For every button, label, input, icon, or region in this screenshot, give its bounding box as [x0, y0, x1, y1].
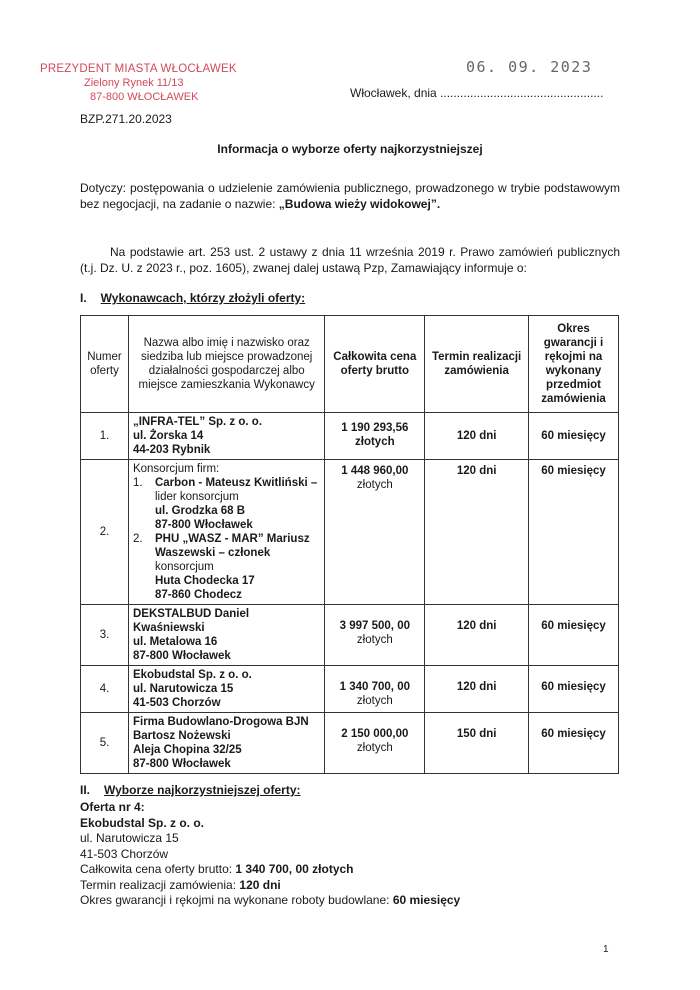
task-name: „Budowa wieży widokowej”.: [278, 197, 441, 211]
contractor-line: konsorcjum: [154, 561, 214, 573]
winner-term-value: 120 dni: [239, 877, 281, 892]
table-row: [81, 605, 619, 666]
term-value: 120 dni: [456, 620, 497, 632]
contractor-line: Ekobudstal Sp. z o. o.: [132, 669, 252, 681]
legal-basis-paragraph: Na podstawie art. 253 ust. 2 ustawy z dnia 11 września 2019 r. Prawo zamówień publicznych (t.j. Dz. U. z 2023 r., poz. 1605), zwanej dalej ustawą Pzp, Zamawiający informuje o:: [80, 245, 620, 275]
intro-text: Dotyczy: postępowania o udzielenie zamówienia publicznego, prowadzonego w trybie podstawowym bez negocjacji, na zadanie o nazwie:: [80, 181, 620, 211]
header-term: Termin realizacji zamówienia: [425, 316, 529, 413]
contractor-line: 87-860 Chodecz: [154, 589, 242, 601]
contractor-line: 87-800 Włocławek: [154, 519, 253, 531]
header-price: Całkowita cena oferty brutto: [325, 316, 425, 413]
header-warranty: Okres gwarancji i rękojmi na wykonany przedmiot zamówienia: [529, 316, 619, 413]
price-currency: złotych: [356, 479, 393, 491]
term-value: 150 dni: [456, 728, 497, 740]
contractor-line: Aleja Chopina 32/25: [132, 744, 242, 756]
offer-number: 5.: [81, 713, 129, 774]
price-value: 2 150 000,00: [341, 728, 409, 740]
warranty-value: 60 miesięcy: [541, 430, 606, 442]
price-currency: złotych: [356, 634, 393, 646]
contractor-line: Bartosz Nożewski: [132, 730, 231, 742]
term-value: 120 dni: [456, 681, 497, 693]
price-value: 1 190 293,56: [341, 422, 409, 434]
winner-warranty-label: Okres gwarancji i rękojmi na wykonane roboty budowlane:: [80, 893, 393, 907]
section-2-title: Wyborze najkorzystniejszej oferty:: [104, 783, 301, 797]
reference-number: BZP.271.20.2023: [80, 112, 172, 126]
document-title: Informacja o wyborze oferty najkorzystniejszej: [217, 142, 483, 156]
price-cell: [325, 413, 425, 460]
table-row: [81, 713, 619, 774]
price-cell: [325, 460, 425, 605]
section-2-number: II.: [80, 783, 91, 797]
contractor-line: Waszewski – członek: [154, 547, 271, 559]
price-cell: [325, 666, 425, 713]
member-number: 2.: [132, 533, 143, 545]
winner-city: 41-503 Chorzów: [80, 846, 169, 861]
city-date-line: Włocławek, dnia .................................................: [350, 86, 604, 100]
warranty-value: 60 miesięcy: [541, 620, 606, 632]
contractor-line: ul. Metalowa 16: [132, 636, 218, 648]
header-contractor: Nazwa albo imię i nazwisko oraz siedziba lub miejsce prowadzonej działalności gospodarczej albo miejsce zamieszkania Wykonawcy: [128, 316, 324, 413]
contractor-line: 41-503 Chorzów: [132, 697, 221, 709]
contractor-line: 87-800 Włocławek: [132, 758, 231, 770]
contractor-cell: [128, 713, 324, 774]
contractor-line: ul. Narutowicza 15: [132, 683, 234, 695]
contractor-cell: [128, 666, 324, 713]
price-value: 1 340 700, 00: [339, 681, 410, 693]
warranty-value: 60 miesięcy: [541, 465, 606, 477]
contractor-cell: [128, 605, 324, 666]
price-cell: [325, 605, 425, 666]
contractor-line: ul. Grodzka 68 B: [154, 505, 246, 517]
term-value: 120 dni: [456, 465, 497, 477]
price-value: 1 448 960,00: [341, 465, 409, 477]
stamp-line-1: PREZYDENT MIASTA WŁOCŁAWEK: [40, 63, 237, 75]
contractor-line: ul. Żorska 14: [132, 430, 204, 442]
section-1-number: I.: [80, 291, 87, 305]
offers-table: [80, 315, 619, 774]
price-cell: [325, 713, 425, 774]
header-offer-number: Numer oferty: [81, 316, 129, 413]
contractor-line: 44-203 Rybnik: [132, 444, 211, 456]
contractor-cell: [128, 460, 324, 605]
warranty-value: 60 miesięcy: [541, 728, 606, 740]
offer-number: 3.: [81, 605, 129, 666]
section-1-heading: [80, 291, 305, 305]
contractor-line: Firma Budowlano-Drogowa BJN: [132, 716, 309, 728]
offer-number: 2.: [81, 460, 129, 605]
table-row: [81, 666, 619, 713]
page-number: 1: [603, 944, 609, 955]
stamp-line-3: 87-800 WŁOCŁAWEK: [90, 91, 199, 103]
table-header-row: [81, 316, 619, 413]
contractor-line: DEKSTALBUD Daniel Kwaśniewski: [132, 608, 250, 634]
contractor-line: 87-800 Włocławek: [132, 650, 231, 662]
section-2-heading: [80, 783, 301, 797]
consortium-label: Konsorcjum firm:: [132, 463, 220, 475]
contractor-line: Carbon - Mateusz Kwitliński –: [154, 477, 318, 489]
date-stamp: 06. 09. 2023: [466, 58, 593, 76]
office-stamp: [40, 62, 237, 104]
winning-offer-summary: [80, 800, 460, 909]
table-row: [81, 460, 619, 605]
member-number: 1.: [132, 477, 143, 489]
contractor-line: PHU „WASZ - MAR” Mariusz: [154, 533, 310, 545]
intro-paragraph: [80, 180, 620, 212]
price-currency: złotych: [356, 742, 393, 754]
warranty-value: 60 miesięcy: [541, 681, 606, 693]
contractor-line: lider konsorcjum: [154, 491, 239, 503]
winner-price-label: Całkowita cena oferty brutto:: [80, 862, 236, 876]
stamp-line-2: Zielony Rynek 11/13: [84, 77, 184, 89]
offer-number: 1.: [81, 413, 129, 460]
contractor-line: Huta Chodecka 17: [154, 575, 255, 587]
winner-warranty-value: 60 miesięcy: [392, 893, 461, 907]
term-value: 120 dni: [456, 430, 497, 442]
price-currency: złotych: [355, 436, 395, 448]
winner-street: ul. Narutowicza 15: [80, 831, 179, 845]
contractor-cell: [128, 413, 324, 460]
section-1-title: Wykonawcach, którzy złożyli oferty:: [100, 291, 306, 305]
winner-price-value: 1 340 700, 00 złotych: [235, 862, 354, 876]
price-currency: złotych: [356, 695, 393, 707]
offer-number: 4.: [81, 666, 129, 713]
price-value: 3 997 500, 00: [339, 620, 410, 632]
winner-name: Ekobudstal Sp. z o. o.: [80, 815, 205, 830]
contractor-line: „INFRA-TEL” Sp. z o. o.: [132, 416, 263, 428]
winning-offer-number: Oferta nr 4:: [80, 800, 145, 814]
winner-term-label: Termin realizacji zamówienia:: [80, 877, 240, 892]
table-row: [81, 413, 619, 460]
